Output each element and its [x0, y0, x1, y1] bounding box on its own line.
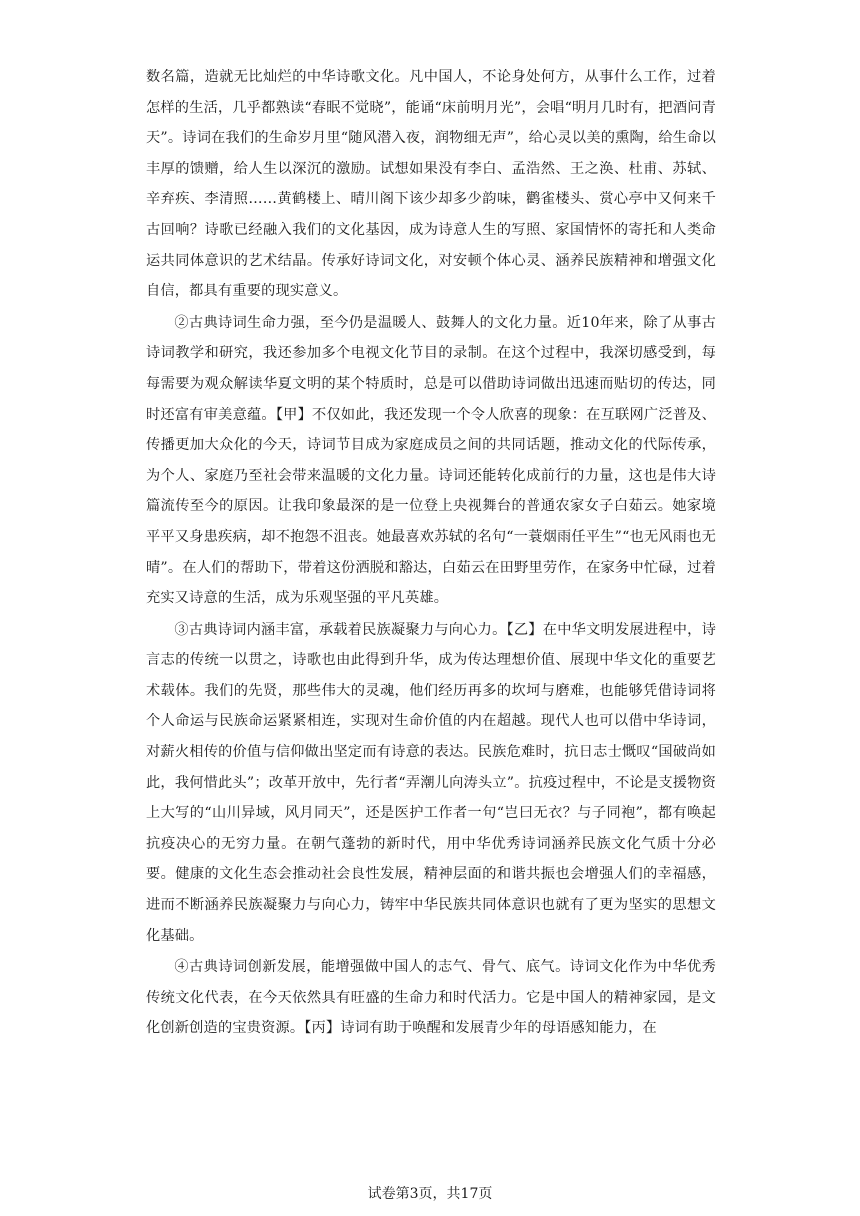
article-body: [146, 62, 716, 1044]
paragraph-3: ③古典诗词内涵丰富，承载着民族凝聚力与向心力。【乙】在中华文明发展进程中，诗言志的传统一以贯之，诗歌也由此得到升华，成为传达理想价值、展现中华文化的重要艺术载体。我们的先贤，那些伟大的灵魂，他们经历再多的坎坷与磨难，也能够凭借诗词将个人命运与民族命运紧紧相连，实现对生命价值的内在超越。现代人也可以借中华诗词，对薪火相传的价值与信仰做出坚定而有诗意的表达。民族危难时，抗日志士慨叹“国破尚如此，我何惜此头”；改革开放中，先行者“弄潮儿向涛头立”。抗疫过程中，不论是支援物资上大写的“山川异域，风月同天”，还是医护工作者一句“岂曰无衣？与子同袍”，都有唤起抗疫决心的无穷力量。在朝气蓬勃的新时代，用中华优秀诗词涵养民族文化气质十分必要。健康的文化生态会推动社会良性发展，精神层面的和谐共振也会增强人们的幸福感，进而不断涵养民族凝聚力与向心力，铸牢中华民族共同体意识也就有了更为坚实的思想文化基础。: [146, 621, 716, 944]
paragraph-continued: 数名篇，造就无比灿烂的中华诗歌文化。凡中国人，不论身处何方，从事什么工作，过着怎样的生活，几乎都熟读“春眠不觉晓”，能诵“床前明月光”，会唱“明月几时有，把酒问青天”。诗词在我们的生命岁月里“随风潜入夜，润物细无声”，给心灵以美的熏陶，给生命以丰厚的馈赠，给人生以深沉的激励。试想如果没有李白、孟浩然、王之涣、杜甫、苏轼、辛弃疾、李清照……黄鹤楼上、晴川阁下该少却多少韵味，鹳雀楼头、赏心亭中又何来千古回响？诗歌已经融入我们的文化基因，成为诗意人生的写照、家国情怀的寄托和人类命运共同体意识的艺术结晶。传承好诗词文化，对安顿个体心灵、涵养民族精神和增强文化自信，都具有重要的现实意义。: [146, 69, 716, 300]
paragraph-2: ②古典诗词生命力强，至今仍是温暖人、鼓舞人的文化力量。近10年来，除了从事古诗词教学和研究，我还参加多个电视文化节目的录制。在这个过程中，我深切感受到，每每需要为观众解读华夏文明的某个特质时，总是可以借助诗词做出迅速而贴切的传达，同时还富有审美意蕴。【甲】不仅如此，我还发现一个令人欣喜的现象：在互联网广泛普及、传播更加大众化的今天，诗词节目成为家庭成员之间的共同话题，推动文化的代际传承，为个人、家庭乃至社会带来温暖的文化力量。诗词还能转化成前行的力量，这也是伟大诗篇流传至今的原因。让我印象最深的是一位登上央视舞台的普通农家女子白茹云。她家境平平又身患疾病，却不抱怨不沮丧。她最喜欢苏轼的名句“一蓑烟雨任平生”“也无风雨也无晴”。在人们的帮助下，带着这份洒脱和豁达，白茹云在田野里劳作，在家务中忙碌，过着充实又诗意的生活，成为乐观坚强的平凡英雄。: [146, 314, 716, 607]
paragraph-4: ④古典诗词创新发展，能增强做中国人的志气、骨气、底气。诗词文化作为中华优秀传统文化代表，在今天依然具有旺盛的生命力和时代活力。它是中国人的精神家园，是文化创新创造的宝贵资源。【丙】诗词有助于唤醒和发展青少年的母语感知能力，在: [146, 959, 716, 1037]
page-footer: 试卷第3页，共17页: [367, 1186, 493, 1202]
